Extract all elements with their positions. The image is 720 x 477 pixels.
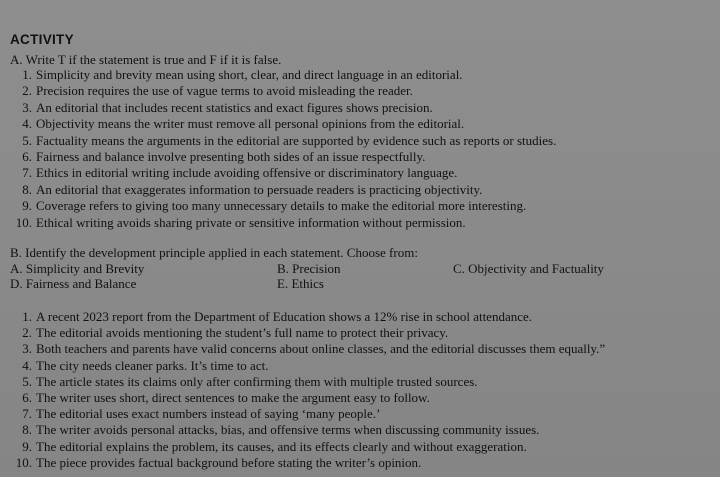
section-a-item-number: 3. [22, 99, 32, 115]
section-b-item-text: The piece provides factual background before stating the writer’s opinion. [36, 454, 422, 470]
section-b-item-text: The article states its claims only after confirming them with multiple trusted sources. [36, 373, 478, 389]
section-b-item-number: 7. [22, 406, 32, 422]
choice-a: A. Simplicity and Brevity [10, 261, 145, 276]
section-a-item-text: Fairness and balance involve presenting both sides of an issue respectfully. [36, 149, 426, 164]
section-a-item [10, 67, 463, 83]
section-a-item-text: Coverage refers to giving too many unnecessary details to make the editorial more interesting. [36, 198, 527, 214]
section-a-item-text: Objectivity means the writer must remove all personal opinions from the editorial. [36, 116, 465, 132]
section-b-item-number: 2. [22, 325, 32, 341]
section-b-item-text: A recent 2023 report from the Department of Education shows a 12% rise in school attendance. [36, 309, 533, 324]
section-a-item [10, 182, 482, 198]
section-b-item-number: 8. [22, 422, 32, 438]
section-a-item-text: An editorial that includes recent statistics and exact figures shows precision. [36, 99, 433, 115]
section-a-item-number: 10. [15, 214, 32, 230]
section-a-item [10, 215, 466, 231]
section-b-item-text: The editorial avoids mentioning the student’s full name to protect their privacy. [36, 325, 449, 341]
section-a-item [10, 100, 433, 116]
section-b-item-text: The writer avoids personal attacks, bias, and offensive terms when discussing community issues. [36, 422, 540, 438]
section-a-item [10, 198, 526, 214]
section-a-item [10, 83, 413, 99]
section-b-item-text: The writer uses short, direct sentences to make the argument easy to follow. [36, 390, 430, 405]
section-b-item [10, 422, 539, 438]
section-a-item [10, 133, 556, 149]
choice-d: D. Fairness and Balance [10, 276, 137, 291]
section-a-item-number: 2. [22, 83, 32, 99]
section-a-item-text: Simplicity and brevity mean using short, clear, and direct language in an editorial. [36, 67, 463, 82]
section-a-item-text: Ethical writing avoids sharing private or sensitive information without permission. [36, 214, 466, 230]
section-b-item [10, 455, 421, 471]
section-a-item-text: An editorial that exaggerates information to persuade readers is practicing objectivity. [36, 181, 483, 197]
section-a-item-number: 4. [22, 116, 32, 132]
section-a-item-text: Factuality means the arguments in the editorial are supported by evidence such as reports or studies. [36, 132, 557, 148]
section-a-instruction: A. Write T if the statement is true and F if it is false. [10, 52, 282, 67]
section-a-item-number: 7. [22, 165, 32, 181]
activity-title: ACTIVITY [10, 32, 74, 47]
section-b-item-number: 4. [22, 357, 32, 373]
section-a-item [10, 149, 425, 165]
section-a-item [10, 116, 464, 132]
section-b-item-number: 3. [22, 341, 32, 357]
section-b-item [10, 390, 430, 406]
section-b-item [10, 406, 380, 422]
section-b-item-number: 9. [22, 438, 32, 454]
section-a-item-number: 8. [22, 181, 32, 197]
section-b-item-text: Both teachers and parents have valid concerns about online classes, and the editorial discusses them equally.” [36, 341, 606, 357]
section-b-item-text: The city needs cleaner parks. It’s time to act. [36, 357, 269, 373]
section-b-instruction: B. Identify the development principle applied in each statement. Choose from: [10, 245, 418, 260]
section-a-item-number: 5. [22, 132, 32, 148]
section-b-item [10, 341, 605, 357]
section-b-item-number: 5. [22, 373, 32, 389]
section-b-item-number: 10. [15, 454, 32, 470]
section-b-item [10, 439, 527, 455]
section-b-item-text: The editorial uses exact numbers instead of saying ‘many people.’ [36, 406, 381, 422]
section-b-item [10, 325, 448, 341]
choice-b: B. Precision [277, 261, 341, 276]
section-b-item-number: 1. [22, 309, 32, 324]
section-b-item-text: The editorial explains the problem, its causes, and its effects clearly and without exaggeration. [36, 438, 527, 454]
section-a-item-number: 9. [22, 198, 32, 214]
section-a-item-text: Ethics in editorial writing include avoiding offensive or discriminatory language. [36, 165, 458, 181]
section-a-item [10, 165, 457, 181]
section-b-item [10, 309, 532, 325]
section-a-item-number: 1. [22, 67, 32, 82]
choice-c: C. Objectivity and Factuality [453, 261, 604, 276]
section-b-item [10, 358, 268, 374]
section-b-item-number: 6. [22, 390, 32, 405]
section-b-item [10, 374, 478, 390]
choice-e: E. Ethics [277, 276, 324, 291]
section-a-item-text: Precision requires the use of vague terms to avoid misleading the reader. [36, 83, 413, 99]
section-a-item-number: 6. [22, 149, 32, 164]
